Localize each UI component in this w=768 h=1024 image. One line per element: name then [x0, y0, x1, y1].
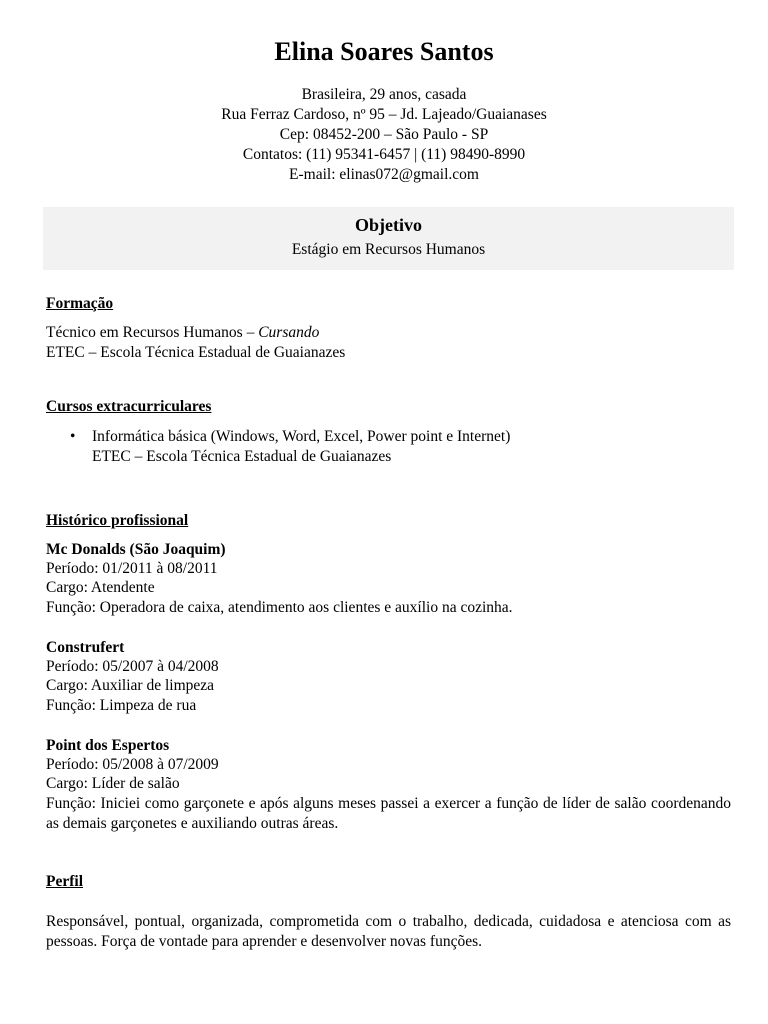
- formacao-course-line: [46, 323, 319, 343]
- job-periodo: Período: 05/2008 à 07/2009: [46, 756, 219, 773]
- objective-value: Estágio em Recursos Humanos: [291, 241, 486, 258]
- job-company: Construfert: [46, 639, 125, 656]
- objective-box: [43, 207, 734, 270]
- job-cargo: Cargo: Líder de salão: [46, 775, 180, 792]
- bullet-icon: •: [70, 428, 76, 445]
- formacao-status: Cursando: [258, 324, 320, 341]
- info-line-address: Rua Ferraz Cardoso, nº 95 – Jd. Lajeado/Guaianases: [221, 106, 547, 123]
- objective-title: Objetivo: [355, 215, 422, 235]
- formacao-school: ETEC – Escola Técnica Estadual de Guaianazes: [46, 344, 346, 361]
- job-cargo: Cargo: Atendente: [46, 579, 155, 596]
- info-line-email: E-mail: elinas072@gmail.com: [289, 166, 479, 183]
- job-periodo: Período: 01/2011 à 08/2011: [46, 560, 218, 577]
- section-title-historico: Histórico profissional: [46, 512, 189, 529]
- personal-info: [0, 85, 768, 185]
- job-funcao: Função: Limpeza de rua: [46, 697, 197, 714]
- section-title-cursos: Cursos extracurriculares: [46, 398, 212, 415]
- job-company: Mc Donalds (São Joaquim): [46, 541, 226, 558]
- info-line-cep: Cep: 08452-200 – São Paulo - SP: [279, 126, 489, 143]
- job-periodo: Período: 05/2007 à 04/2008: [46, 658, 219, 675]
- formacao-course: Técnico em Recursos Humanos –: [46, 324, 255, 341]
- curso-item-school: ETEC – Escola Técnica Estadual de Guaianazes: [92, 448, 392, 465]
- job-funcao: Função: Operadora de caixa, atendimento aos clientes e auxílio na cozinha.: [46, 599, 513, 616]
- job-funcao: Função: Iniciei como garçonete e após alguns meses passei a exercer a função de líder de salão coordenando as demais garçonetes e auxiliando outras áreas.: [46, 795, 731, 832]
- info-line-phones: Contatos: (11) 95341-6457 | (11) 98490-8990: [242, 146, 526, 163]
- job-company: Point dos Espertos: [46, 737, 170, 754]
- candidate-name: Elina Soares Santos: [274, 37, 494, 66]
- job-cargo: Cargo: Auxiliar de limpeza: [46, 677, 215, 694]
- section-title-perfil: Perfil: [46, 873, 84, 890]
- section-title-formacao: Formação: [46, 295, 114, 312]
- perfil-text: Responsável, pontual, organizada, comprometida com o trabalho, dedicada, cuidadosa e atenciosa com as pessoas. Força de vontade para aprender e desenvolver novas funções.: [46, 913, 731, 950]
- info-line-nationality: Brasileira, 29 anos, casada: [301, 86, 467, 103]
- curso-item-name: Informática básica (Windows, Word, Excel, Power point e Internet): [92, 428, 511, 445]
